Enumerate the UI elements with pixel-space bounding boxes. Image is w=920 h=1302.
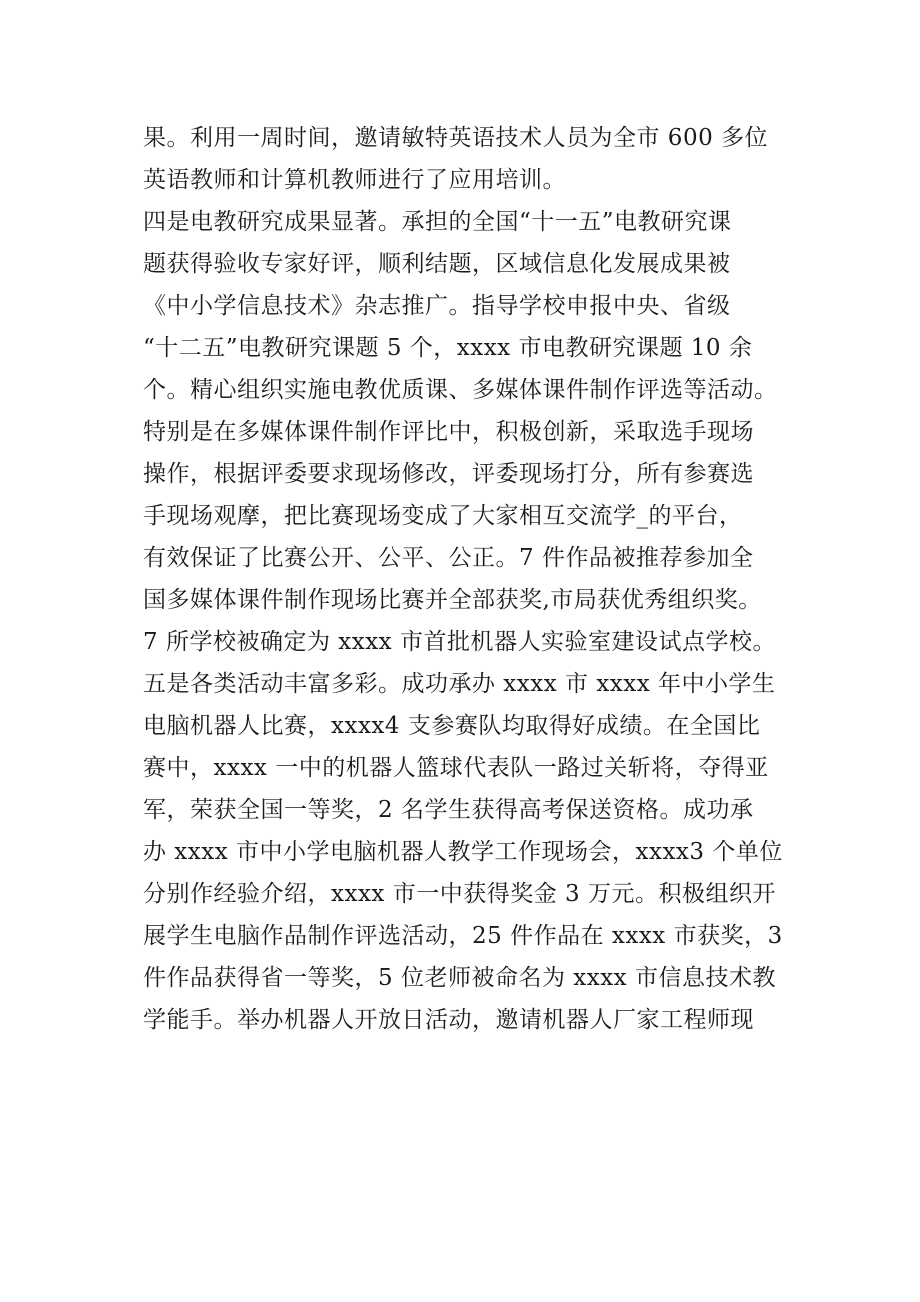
text-line: 有效保证了比赛公开、公平、公正。7 件作品被推荐参加全 (143, 545, 754, 571)
text-line: 学能手。举办机器人开放日活动，邀请机器人厂家工程师现 (143, 1007, 754, 1033)
text-line: 英语教师和计算机教师进行了应用培训。 (143, 167, 566, 193)
text-line: 7 所学校被确定为 xxxx 市首批机器人实验室建设试点学校。 (143, 629, 776, 655)
text-line: 操作，根据评委要求现场修改，评委现场打分，所有参赛选 (143, 461, 754, 487)
text-line: 四是电教研究成果显著。承担的全国“十一五”电教研究课 (143, 209, 732, 235)
text-line: 题获得验收专家好评，顺利结题，区域信息化发展成果被 (143, 251, 731, 277)
text-line: 《中小学信息技术》杂志推广。指导学校申报中央、省级 (143, 293, 731, 319)
text-line: 展学生电脑作品制作评选活动，25 件作品在 xxxx 市获奖，3 (143, 923, 783, 949)
text-line: “十二五”电教研究课题 5 个，xxxx 市电教研究课题 10 余 (143, 335, 753, 361)
text-line: 五是各类活动丰富多彩。成功承办 xxxx 市 xxxx 年中小学生 (143, 671, 776, 697)
text-line: 国多媒体课件制作现场比赛并全部获奖,市局获优秀组织奖。 (143, 587, 762, 613)
text-line: 件作品获得省一等奖，5 位老师被命名为 xxxx 市信息技术教 (143, 965, 776, 991)
text-line: 赛中，xxxx 一中的机器人篮球代表队一路过关斩将，夺得亚 (143, 755, 769, 781)
body-text (143, 117, 803, 1041)
text-line: 电脑机器人比赛，xxxx4 支参赛队均取得好成绩。在全国比 (143, 713, 761, 739)
text-line: 军，荣获全国一等奖，2 名学生获得高考保送资格。成功承 (143, 797, 754, 823)
text-line: 个。精心组织实施电教优质课、多媒体课件制作评选等活动。 (143, 377, 778, 403)
text-line: 分别作经验介绍，xxxx 市一中获得奖金 3 万元。积极组织开 (143, 881, 776, 907)
text-line: 办 xxxx 市中小学电脑机器人教学工作现场会，xxxx3 个单位 (143, 839, 783, 865)
text-line: 手现场观摩，把比赛现场变成了大家相互交流学_的平台， (143, 503, 743, 529)
text-line: 果。利用一周时间，邀请敏特英语技术人员为全市 600 多位 (143, 125, 769, 151)
text-line: 特别是在多媒体课件制作评比中，积极创新，采取选手现场 (143, 419, 754, 445)
